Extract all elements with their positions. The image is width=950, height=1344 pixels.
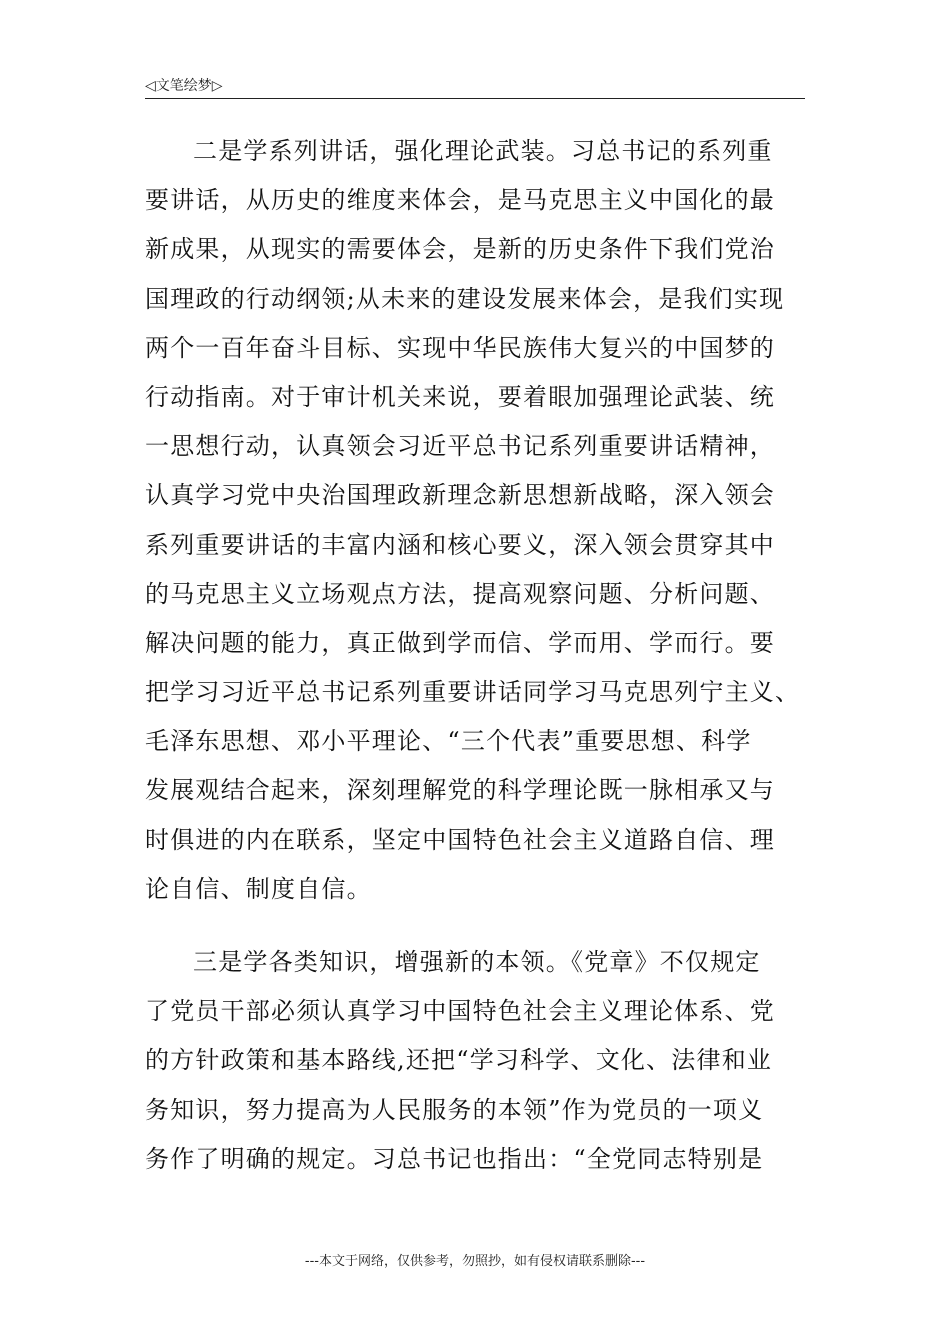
paragraph-line: 务知识，努力提高为人民服务的本领”作为党员的一项义: [145, 1095, 764, 1124]
page-footer: ---本文于网络，仅供参考，勿照抄，如有侵权请联系删除---: [304, 1254, 646, 1269]
paragraph-line: 务作了明确的规定。习总书记也指出：“全党同志特别是: [145, 1144, 764, 1173]
paragraph-spacer: [145, 914, 805, 938]
paragraph-1: [145, 127, 805, 914]
paragraph-line: 发展观结合起来，深刻理解党的科学理论既一脉相承又与: [145, 776, 775, 805]
paragraph-line: 新成果，从现实的需要体会，是新的历史条件下我们党治: [145, 235, 775, 264]
paragraph-line: 的方针政策和基本路线,还把“学习科学、文化、法律和业: [145, 1046, 773, 1075]
paragraph-line: 了党员干部必须认真学习中国特色社会主义理论体系、党: [145, 997, 775, 1026]
header-title: ◁文笔绘梦▷: [145, 78, 223, 94]
paragraph-line: 的马克思主义立场观点方法，提高观察问题、分析问题、: [145, 579, 775, 608]
paragraph-line: 解决问题的能力，真正做到学而信、学而用、学而行。要: [145, 628, 775, 657]
paragraph-line: 国理政的行动纲领;从未来的建设发展来体会，是我们实现: [145, 284, 785, 313]
document-body: [145, 127, 805, 1184]
paragraph-line: 行动指南。对于审计机关来说，要着眼加强理论武装、统: [145, 382, 775, 411]
paragraph-line: 时俱进的内在联系，坚定中国特色社会主义道路自信、理: [145, 825, 775, 854]
page-header: [145, 72, 805, 99]
paragraph-line: 认真学习党中央治国理政新理念新思想新战略，深入领会: [145, 481, 775, 510]
paragraph-line: 要讲话，从历史的维度来体会，是马克思主义中国化的最: [145, 186, 775, 215]
paragraph-line: 两个一百年奋斗目标、实现中华民族伟大复兴的中国梦的: [145, 333, 775, 362]
paragraph-line: 一思想行动，认真领会习近平总书记系列重要讲话精神，: [145, 432, 775, 461]
paragraph-line: 把学习习近平总书记系列重要讲话同学习马克思列宁主义、: [145, 678, 801, 707]
paragraph-line: 论自信、制度自信。: [145, 874, 372, 903]
paragraph-2: [145, 938, 805, 1184]
paragraph-line: 毛泽东思想、邓小平理论、“三个代表”重要思想、科学: [145, 727, 752, 756]
paragraph-line: 二是学系列讲话，强化理论武装。习总书记的系列重: [193, 137, 773, 165]
paragraph-line: 三是学各类知识，增强新的本领。《党章》不仅规定: [193, 948, 761, 976]
paragraph-line: 系列重要讲话的丰富内涵和核心要义，深入领会贯穿其中: [145, 530, 775, 559]
